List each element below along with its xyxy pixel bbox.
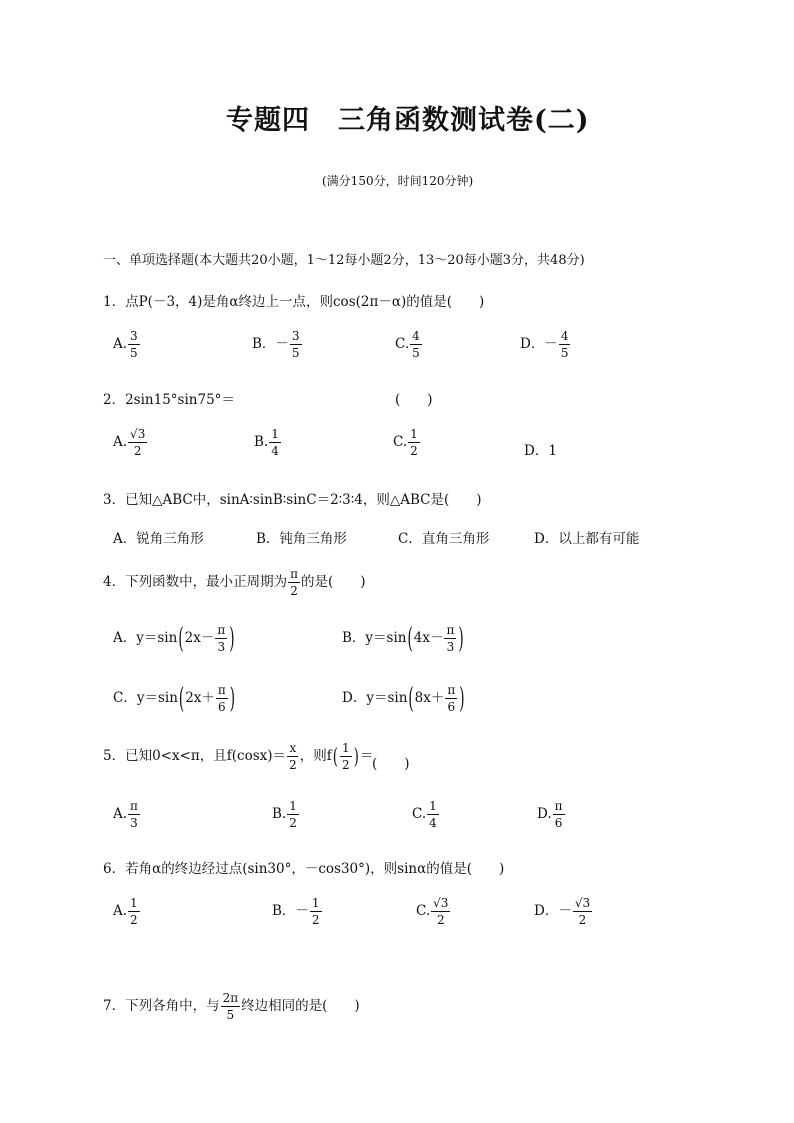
question-3-option-a: A．锐角三角形: [113, 531, 204, 547]
question-2-stem: 2．2sin15°sin75°＝: [103, 392, 235, 408]
question-3-option-c: C．直角三角形: [398, 531, 490, 547]
question-2-answer-blank: ( ): [395, 392, 433, 408]
question-6-option-a: A. $\frac{1}{2}$: [113, 896, 138, 927]
question-3-option-d: D．以上都有可能: [534, 531, 640, 547]
question-4-stem: 4．下列函数中，最小正周期为 $\frac{\pi}{2}$ 的是( ): [103, 567, 366, 598]
question-2-option-a: A. $\frac{√3}{2}$: [113, 427, 146, 458]
question-4-option-d: D．y＝sin(8x＋ $\frac{\pi}{6}$ ): [342, 681, 465, 716]
question-7-stem: 7．下列各角中，与 $\frac{2\pi}{5}$ 终边相同的是( ): [103, 991, 360, 1022]
question-1-option-c: C. $\frac{4}{5}$: [395, 329, 420, 360]
question-1-option-b: B．－ $\frac{3}{5}$: [252, 329, 300, 360]
question-4-option-c: C．y＝sin(2x＋ $\frac{\pi}{6}$ ): [113, 681, 236, 716]
question-4-option-b: B．y＝sin(4x－ $\frac{\pi}{3}$ ): [342, 621, 464, 656]
question-5-option-b: B. $\frac{1}{2}$: [272, 799, 297, 830]
page-subtitle: (满分150分，时间120分钟): [322, 174, 474, 188]
question-6-option-c: C. $\frac{√3}{2}$: [416, 896, 449, 927]
question-6-option-b: B．－ $\frac{1}{2}$: [272, 896, 320, 927]
question-6-stem: 6．若角α的终边经过点(sin30°，－cos30°)，则sinα的值是( ): [103, 861, 505, 877]
question-1-stem: 1．点P(－3，4)是角α终边上一点，则cos(2π－α)的值是( ): [103, 294, 485, 310]
question-4-option-a: A．y＝sin(2x－ $\frac{\pi}{3}$ ): [113, 621, 235, 656]
question-3-option-b: B．钝角三角形: [256, 531, 347, 547]
question-2-option-c: C. $\frac{1}{2}$: [393, 427, 418, 458]
question-1-option-d: D．－ $\frac{4}{5}$: [520, 329, 569, 360]
question-2-option-b: B. $\frac{1}{4}$: [254, 427, 279, 458]
question-5-option-a: A. $\frac{\pi}{3}$: [113, 799, 138, 830]
question-5-stem: 5．已知0<x<π，且f(cosx)＝ $\frac{x}{2}$ ，则f( $\frac{1}{2}$ )＝: [103, 741, 374, 772]
question-5-answer-blank: ( ): [372, 756, 410, 772]
question-2-option-d: D．1: [524, 443, 557, 459]
question-5-option-c: C. $\frac{1}{4}$: [412, 799, 437, 830]
question-1-option-a: A. $\frac{3}{5}$: [113, 329, 138, 360]
page-title: 专题四 三角函数测试卷(二): [226, 105, 590, 136]
question-3-stem: 3．已知△ABC中，sinA∶sinB∶sinC＝2∶3∶4，则△ABC是( ): [103, 492, 482, 508]
question-5-option-d: D. $\frac{\pi}{6}$: [537, 799, 563, 830]
question-6-option-d: D．－ $\frac{√3}{2}$: [534, 896, 591, 927]
section-heading: 一、单项选择题(本大题共20小题，1～12每小题2分，13～20每小题3分，共48分): [103, 253, 585, 268]
